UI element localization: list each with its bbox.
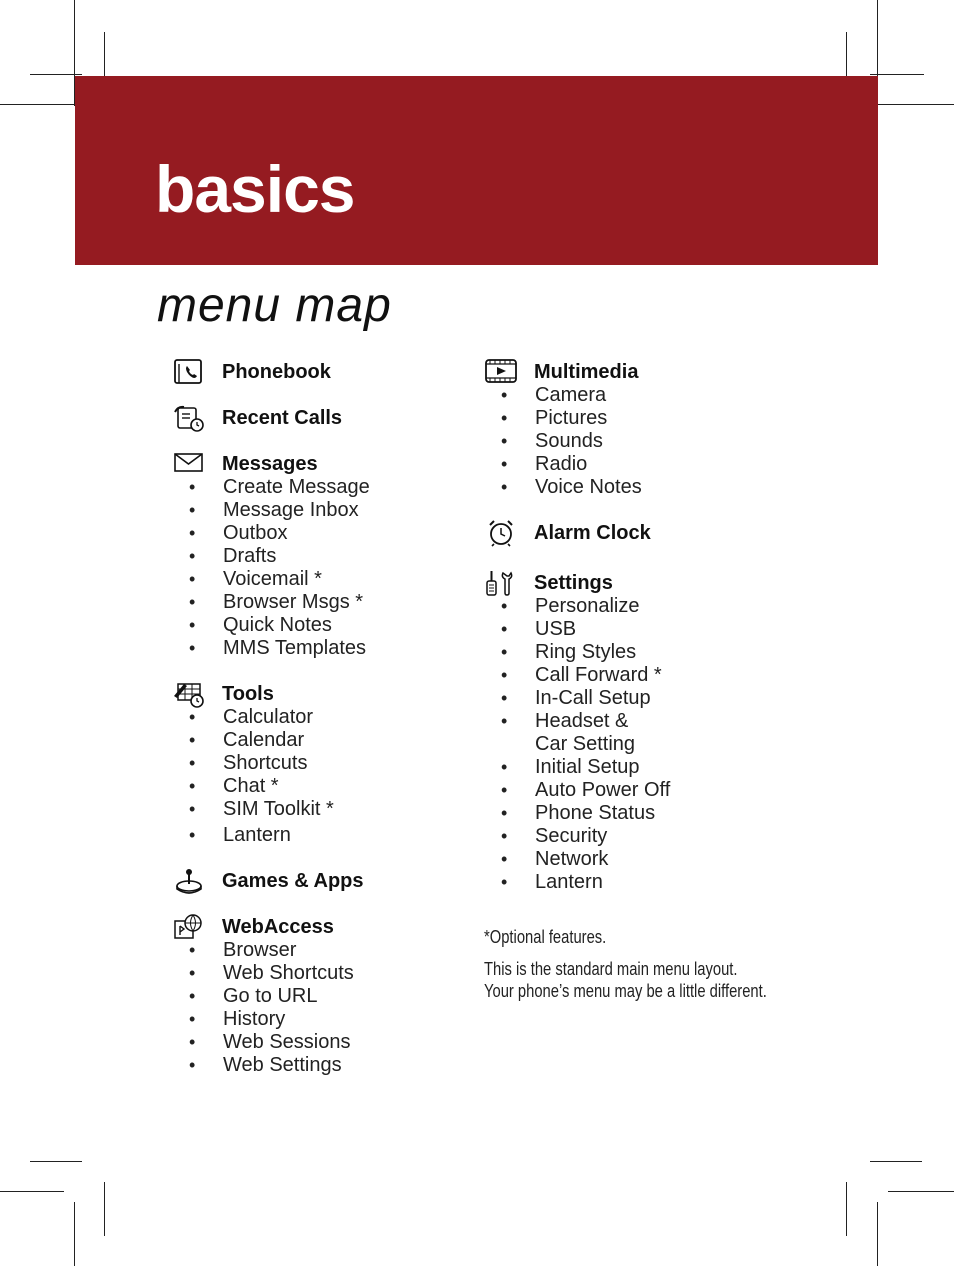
layout-disclaimer-line: This is the standard main menu layout. <box>484 959 738 979</box>
menu-section-tools <box>172 680 462 847</box>
menu-item[interactable]: • USB <box>501 618 577 640</box>
left-menu-column <box>172 358 462 1077</box>
menu-item[interactable]: • In-Call Setup <box>501 687 651 709</box>
submenu-list <box>172 706 462 847</box>
menu-item[interactable]: • Initial Setup <box>501 756 640 778</box>
crop-mark <box>30 1161 82 1162</box>
menu-section-games-apps <box>172 867 462 893</box>
film-icon <box>484 358 518 386</box>
header-banner <box>75 76 878 265</box>
crop-mark <box>0 104 74 105</box>
layout-disclaimer-line: Your phone’s menu may be a little different. <box>484 981 767 1001</box>
joystick-icon <box>172 867 206 895</box>
menu-item[interactable]: • Sounds <box>501 430 603 452</box>
menu-item[interactable]: • Ring Styles <box>501 641 637 663</box>
crop-mark <box>870 74 924 75</box>
tools-icon <box>172 680 206 708</box>
menu-item[interactable]: • Call Forward * <box>501 664 662 686</box>
optional-features-note: *Optional features. <box>484 927 607 947</box>
section-title[interactable]: Multimedia <box>534 361 639 383</box>
page-subtitle: menu map <box>157 279 392 332</box>
menu-section-settings <box>484 569 884 894</box>
menu-item[interactable]: • Create Message <box>189 476 370 498</box>
menu-item[interactable]: • Camera <box>501 384 607 406</box>
menu-item[interactable]: • History <box>189 1008 286 1030</box>
crop-mark <box>74 1202 75 1266</box>
menu-item[interactable]: • Go to URL <box>189 985 318 1007</box>
submenu-list <box>484 384 884 499</box>
menu-item[interactable]: • Message Inbox <box>189 499 359 521</box>
menu-item[interactable]: • SIM Toolkit * <box>189 798 334 820</box>
menu-item[interactable]: • Calculator <box>189 706 314 728</box>
submenu-list <box>484 595 884 894</box>
menu-item[interactable]: • Lantern <box>189 824 291 846</box>
menu-section-webaccess <box>172 913 462 1077</box>
menu-item[interactable]: • Web Shortcuts <box>189 962 354 984</box>
globe-icon <box>172 913 206 941</box>
menu-item[interactable]: • MMS Templates <box>189 637 367 659</box>
layout-disclaimer <box>484 958 812 1002</box>
menu-item[interactable]: • Web Sessions <box>189 1031 351 1053</box>
envelope-icon <box>172 450 206 478</box>
menu-item[interactable]: • Network <box>501 848 609 870</box>
menu-item[interactable]: • Outbox <box>189 522 288 544</box>
menu-section-alarm-clock <box>484 519 884 545</box>
menu-item[interactable]: • Drafts <box>189 545 277 567</box>
menu-item[interactable]: • Pictures <box>501 407 608 429</box>
crop-mark <box>0 1191 64 1192</box>
menu-section-phonebook <box>172 358 462 384</box>
crop-mark <box>877 1202 878 1266</box>
menu-item[interactable]: • Browser <box>189 939 297 961</box>
chapter-title: basics <box>155 152 355 226</box>
section-title[interactable]: WebAccess <box>222 916 334 938</box>
menu-item[interactable]: • Web Settings <box>189 1054 342 1076</box>
section-title[interactable]: Messages <box>222 453 318 475</box>
menu-item[interactable]: • Voice Notes <box>501 476 642 498</box>
menu-item[interactable]: • Headset & Car Setting <box>501 710 636 755</box>
submenu-list <box>172 939 462 1077</box>
menu-item[interactable]: • Security <box>501 825 608 847</box>
menu-section-recent-calls <box>172 404 462 430</box>
menu-item[interactable]: • Voicemail * <box>189 568 322 590</box>
menu-item[interactable]: • Lantern <box>501 871 603 893</box>
recent-calls-icon <box>172 404 206 432</box>
menu-item[interactable]: • Personalize <box>501 595 640 617</box>
crop-mark <box>888 1191 954 1192</box>
crop-mark <box>30 74 82 75</box>
section-title[interactable]: Settings <box>534 572 613 594</box>
menu-item[interactable]: • Radio <box>501 453 588 475</box>
alarm-clock-icon <box>484 519 518 547</box>
menu-section-multimedia <box>484 358 884 499</box>
crop-mark <box>870 1161 922 1162</box>
crop-mark <box>846 1182 847 1236</box>
menu-section-messages <box>172 450 462 660</box>
menu-item[interactable]: • Phone Status <box>501 802 656 824</box>
section-title[interactable]: Alarm Clock <box>534 522 651 544</box>
menu-item[interactable]: • Shortcuts <box>189 752 308 774</box>
menu-item[interactable]: • Auto Power Off <box>501 779 671 801</box>
crop-mark <box>104 1182 105 1236</box>
settings-icon <box>484 569 518 597</box>
menu-item[interactable]: • Calendar <box>189 729 305 751</box>
right-menu-column <box>484 358 884 1002</box>
menu-item[interactable]: • Chat * <box>189 775 279 797</box>
menu-item[interactable]: • Browser Msgs * <box>189 591 364 613</box>
phonebook-icon <box>172 358 206 386</box>
crop-mark <box>878 104 954 105</box>
section-title[interactable]: Phonebook <box>222 361 331 383</box>
section-title[interactable]: Tools <box>222 683 274 705</box>
submenu-list <box>172 476 462 660</box>
footnotes <box>484 926 884 1002</box>
section-title[interactable]: Recent Calls <box>222 407 343 429</box>
menu-item[interactable]: • Quick Notes <box>189 614 332 636</box>
section-title[interactable]: Games & Apps <box>222 870 364 892</box>
